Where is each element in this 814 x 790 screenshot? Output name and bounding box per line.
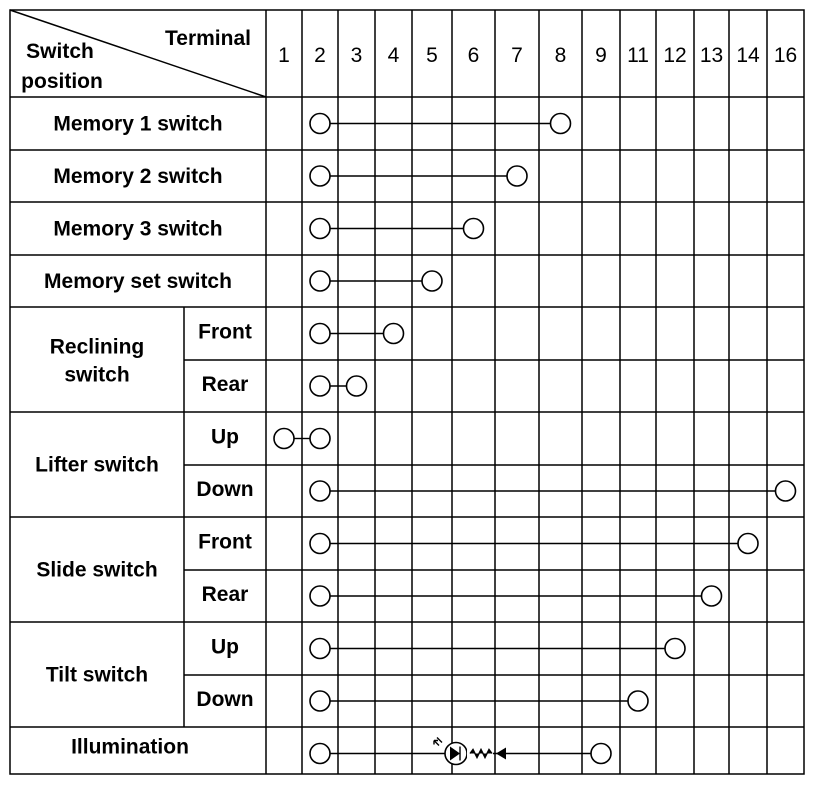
terminal-node-memory-set-switch-t5	[422, 271, 442, 291]
terminal-label-7: 7	[511, 44, 523, 67]
terminal-node-reclining-switch-front-t4	[384, 324, 404, 344]
terminal-node-memory-1-switch-t2	[310, 114, 330, 134]
group-label-reclining-line2: switch	[64, 363, 130, 387]
terminal-node-reclining-switch-rear-t2	[310, 376, 330, 396]
row-label-illumination: Illumination	[71, 735, 189, 759]
row-label-memory-set-switch: Memory set switch	[44, 270, 232, 293]
group-label-lifter-switch: Lifter switch	[35, 453, 159, 477]
terminal-label-3: 3	[350, 44, 363, 67]
terminal-node-memory-2-switch-t7	[507, 166, 527, 186]
terminal-label-12: 12	[663, 44, 687, 67]
position-label-reclining-switch-front: Front	[198, 320, 252, 344]
terminal-node-tilt-switch-down-t11	[628, 691, 648, 711]
terminal-node-slide-switch-front-t2	[310, 534, 330, 554]
connection-lines	[274, 114, 796, 765]
terminal-label-16: 16	[773, 44, 798, 67]
terminal-node-reclining-switch-front-t2	[310, 324, 330, 344]
terminal-node-reclining-switch-rear-t3	[347, 376, 367, 396]
terminal-node-illumination-t2	[310, 744, 330, 764]
terminal-node-slide-switch-rear-t2	[310, 586, 330, 606]
terminal-node-lifter-switch-up-t2	[310, 429, 330, 449]
terminal-node-lifter-switch-down-t16	[776, 481, 796, 501]
terminal-node-memory-2-switch-t2	[310, 166, 330, 186]
row-label-memory-1-switch: Memory 1 switch	[53, 112, 223, 136]
position-label-slide-switch-front: Front	[198, 530, 252, 554]
terminal-label-13: 13	[699, 44, 724, 67]
terminal-label-9: 9	[595, 44, 607, 67]
diode-arrow	[496, 748, 506, 760]
terminal-node-illumination-t9	[591, 744, 611, 764]
terminal-node-tilt-switch-up-t2	[310, 639, 330, 659]
terminal-node-slide-switch-front-t14	[738, 534, 758, 554]
switch-position-header-line2: position	[21, 70, 103, 93]
position-label-slide-switch-rear: Rear	[201, 583, 249, 606]
position-label-lifter-switch-up: Up	[211, 425, 239, 449]
terminal-node-lifter-switch-down-t2	[310, 481, 330, 501]
terminal-node-memory-1-switch-t8	[551, 114, 571, 134]
group-label-reclining-line1: Reclining	[49, 335, 145, 359]
switch-position-header-line1: Switch	[26, 40, 94, 63]
terminal-node-lifter-switch-up-t1	[274, 429, 294, 449]
terminal-label-11: 11	[627, 44, 649, 67]
terminal-label-5: 5	[426, 44, 438, 67]
terminal-node-memory-set-switch-t2	[310, 271, 330, 291]
position-label-tilt-switch-up: Up	[211, 635, 239, 659]
group-label-tilt-switch: Tilt switch	[45, 663, 149, 687]
position-label-reclining-switch-rear: Rear	[201, 373, 249, 396]
terminal-label-8: 8	[554, 44, 567, 67]
terminal-node-memory-3-switch-t2	[310, 219, 330, 239]
terminal-label-2: 2	[314, 44, 326, 67]
terminal-header-label: Terminal	[165, 27, 251, 50]
group-label-slide-switch: Slide switch	[36, 558, 158, 582]
position-label-tilt-switch-down: Down	[196, 688, 254, 711]
terminal-node-slide-switch-rear-t13	[702, 586, 722, 606]
row-label-memory-2-switch: Memory 2 switch	[53, 165, 223, 188]
terminal-node-tilt-switch-down-t2	[310, 691, 330, 711]
terminal-label-4: 4	[387, 44, 400, 67]
terminal-node-tilt-switch-up-t12	[665, 639, 685, 659]
row-label-memory-3-switch: Memory 3 switch	[53, 217, 223, 241]
position-label-lifter-switch-down: Down	[196, 478, 254, 501]
led-rays	[434, 738, 442, 746]
terminal-label-14: 14	[736, 44, 760, 67]
terminal-label-1: 1	[278, 44, 290, 67]
terminal-node-memory-3-switch-t6	[464, 219, 484, 239]
terminal-label-6: 6	[467, 44, 480, 67]
